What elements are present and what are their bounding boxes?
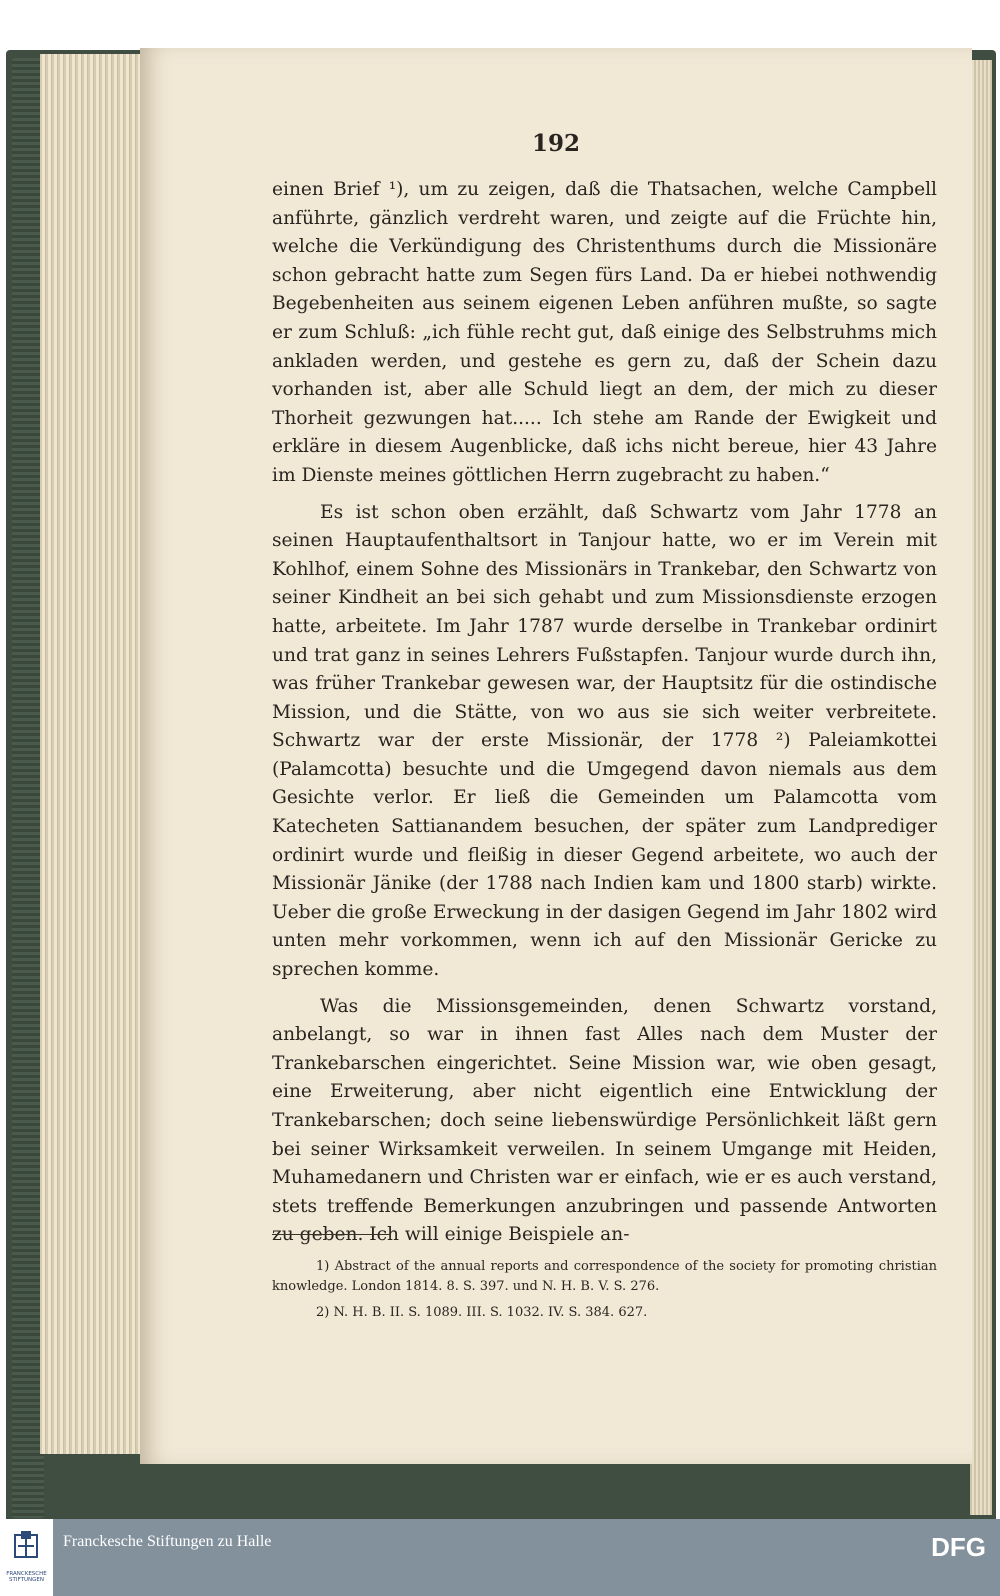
book-page xyxy=(140,48,972,1464)
paragraph-1: einen Brief ¹), um zu zeigen, daß die Thatsachen, welche Campbell anführte, gänzlich verdreht waren, und zeigte auf die Früchte hin, welche die Verkündigung des Christenthums durch die Missionäre schon gebracht hatte zum Segen fürs Land. Da er hiebei nothwendig Begebenheiten aus seinem eigenen Leben anführen mußte, so sagte er zum Schluß: „ich fühle recht gut, daß einige des Selbstruhms mich ankladen werden, und gestehe es gern zu, daß der Schein dazu vorhanden ist, aber alle Schuld liegt an dem, der mich zu dieser Thorheit gezwungen hat..... Ich stehe am Rande der Ewigkeit und erkläre in diesem Augenblicke, daß ichs nicht bereue, hier 43 Jahre im Dienste meines göttlichen Herrn zugebracht zu haben.“ xyxy=(272,179,937,486)
footnote-2: 2) N. H. B. II. S. 1089. III. S. 1032. IV. S. 384. 627. xyxy=(316,1305,648,1320)
paragraph-2: Es ist schon oben erzählt, daß Schwartz vom Jahr 1778 an seinen Hauptaufenthaltsort in Tanjour hatte, wo er im Verein mit Kohlhof, einem Sohne des Missionärs in Trankebar, den Schwartz von seiner Kindheit an bei sich gehabt und zum Missionsdienste erzogen hatte, arbeitete. Im Jahr 1787 wurde derselbe in Trankebar ordinirt und trat ganz in seines Lehrers Fußstapfen. Tanjour wurde durch ihn, was früher Trankebar gewesen war, der Hauptsitz für die ostindische Mission, und die Stätte, von wo aus sie sich weiter verbreitete. Schwartz war der erste Missionär, der 1778 ²) Paleiamkottei (Palamcotta) besuchte und die Umgegend davon niemals aus dem Gesichte verlor. Er ließ die Gemeinden um Palamcotta vom Katecheten Sattianandem besuchen, der später zum Landprediger ordinirt wurde und fleißig in dieser Gegend arbeitete, wo auch der Missionär Jänike (der 1788 nach Indien kam und 1800 starb) wirkte. Ueber die große Erweckung in der dasigen Gegend im Jahr 1802 wird unten mehr vorkommen, wenn ich auf den Missionär Gericke zu sprechen komme. xyxy=(272,501,937,981)
footnote-1: 1) Abstract of the annual reports and correspondence of the society for promoting christian knowledge. London 1814. 8. S. 397. und N. H. B. V. S. 276. xyxy=(272,1259,937,1294)
page-stack-right xyxy=(970,60,992,1515)
footnote-divider xyxy=(272,1234,390,1235)
page-number: 192 xyxy=(531,130,580,157)
institution-logo[interactable] xyxy=(0,1519,53,1596)
page-stack-edge xyxy=(40,54,141,1454)
dfg-logo[interactable]: DFG xyxy=(931,1532,986,1562)
page-body xyxy=(272,176,937,1250)
footer-bar xyxy=(0,1519,1000,1596)
paragraph-3: Was die Missionsgemeinden, denen Schwartz vorstand, anbelangt, so war in ihnen fast Alles nach dem Muster der Trankebarschen eingerichtet. Seine Mission war, wie oben gesagt, eine Erweiterung, aber nicht eigentlich eine Entwicklung der Trankebarschen; doch seine liebenswürdige Persönlichkeit läßt gern bei seiner Wirksamkeit verweilen. In seinem Umgange mit Heiden, Muhamedanern und Christen war er einfach, wie er es auch verstand, stets treffende Bemerkungen anzubringen und passende Antworten zu geben. Ich will einige Beispiele an- xyxy=(272,995,937,1246)
footer-title[interactable]: Franckesche Stiftungen zu Halle xyxy=(63,1533,272,1550)
footnotes xyxy=(272,1257,937,1329)
logo-caption: FRANCKESCHE STIFTUNGEN xyxy=(6,1571,47,1583)
francke-crest-icon xyxy=(12,1531,40,1561)
